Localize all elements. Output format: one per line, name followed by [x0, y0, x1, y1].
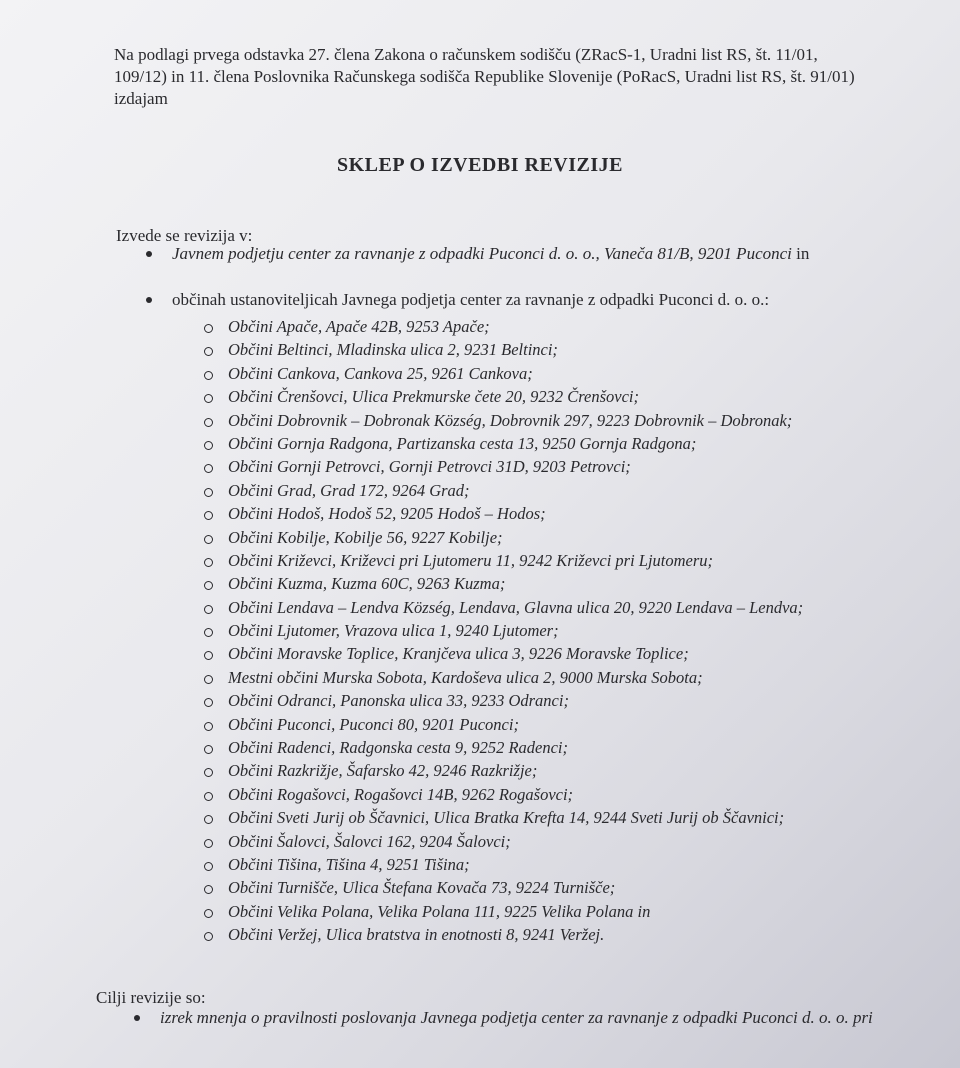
audit-subject-item-municipalities [172, 290, 769, 310]
circle-bullet-icon [204, 371, 213, 380]
municipality-text: Občini Grad, Grad 172, 9264 Grad; [228, 480, 470, 500]
municipality-text: Občini Rogašovci, Rogašovci 14B, 9262 Rogašovci; [228, 784, 574, 804]
municipality-item [228, 737, 803, 760]
circle-bullet-icon [204, 441, 213, 450]
municipality-text: Občini Dobrovnik – Dobronak Község, Dobrovnik 297, 9223 Dobrovnik – Dobronak; [228, 410, 793, 430]
document-title: SKLEP O IZVEDBI REVIZIJE [337, 154, 623, 176]
circle-bullet-icon [204, 535, 213, 544]
circle-bullet-icon [204, 909, 213, 918]
circle-bullet-icon [204, 394, 213, 403]
municipality-item [228, 784, 803, 807]
municipality-text: Občini Turnišče, Ulica Štefana Kovača 73, 9224 Turnišče; [228, 878, 616, 898]
audit-subject-item-company [172, 244, 809, 264]
goals-heading: Cilji revizije so: [96, 988, 206, 1007]
circle-bullet-icon [204, 932, 213, 941]
company-name: Javnem podjetju center za ravnanje z odpadki Puconci d. o. o., Vaneča 81/B, 9201 Puconci [172, 244, 792, 263]
circle-bullet-icon [204, 722, 213, 731]
municipality-item [228, 410, 803, 433]
circle-bullet-icon [204, 347, 213, 356]
circle-bullet-icon [204, 605, 213, 614]
bullet-icon [146, 297, 152, 303]
municipality-item [228, 597, 803, 620]
municipality-text: Mestni občini Murska Sobota, Kardoševa ulica 2, 9000 Murska Sobota; [228, 667, 703, 687]
municipality-item [228, 760, 803, 783]
circle-bullet-icon [204, 511, 213, 520]
preamble-paragraph: Na podlagi prvega odstavka 27. člena Zakona o računskem sodišču (ZRacS-1, Uradni list RS, št. 11/01, 109/12) in 11. člena Poslovnika Računskega sodišča Republike Slovenije (PoRacS, Uradni list RS, št. 91/01) izdajam [114, 45, 855, 108]
municipalities-heading: občinah ustanoviteljicah Javnega podjetja center za ravnanje z odpadki Puconci d. o. o.: [172, 290, 770, 309]
municipality-text: Občini Veržej, Ulica bratstva in enotnosti 8, 9241 Veržej. [228, 925, 605, 945]
municipality-item [228, 690, 803, 713]
municipality-item [228, 316, 803, 339]
municipality-item [228, 620, 803, 643]
circle-bullet-icon [204, 745, 213, 754]
circle-bullet-icon [204, 464, 213, 473]
municipality-item [228, 550, 803, 573]
intro-line: Izvede se revizija v: [116, 226, 253, 245]
municipality-item [228, 456, 803, 479]
municipality-item [228, 854, 803, 877]
municipality-item [228, 643, 803, 666]
municipality-item [228, 573, 803, 596]
municipality-text: Občini Beltinci, Mladinska ulica 2, 9231 Beltinci; [228, 340, 558, 360]
municipality-text: Občini Šalovci, Šalovci 162, 9204 Šalovci; [228, 831, 511, 851]
municipality-item [228, 877, 803, 900]
municipality-item [228, 924, 803, 947]
municipality-item [228, 667, 803, 690]
municipality-text: Občini Gornja Radgona, Partizanska cesta 13, 9250 Gornja Radgona; [228, 433, 697, 453]
municipality-text: Občini Križevci, Križevci pri Ljutomeru 11, 9242 Križevci pri Ljutomeru; [228, 550, 714, 570]
goal-text: izrek mnenja o pravilnosti poslovanja Javnega podjetja center za ravnanje z odpadki Puconci d. o. o. pri [160, 1008, 873, 1027]
municipality-text: Občini Črenšovci, Ulica Prekmurske čete 20, 9232 Črenšovci; [228, 387, 640, 407]
municipality-item [228, 433, 803, 456]
circle-bullet-icon [204, 792, 213, 801]
municipality-item [228, 714, 803, 737]
municipality-item [228, 807, 803, 830]
circle-bullet-icon [204, 628, 213, 637]
municipality-item [228, 339, 803, 362]
circle-bullet-icon [204, 768, 213, 777]
municipality-list [228, 316, 803, 948]
circle-bullet-icon [204, 862, 213, 871]
circle-bullet-icon [204, 324, 213, 333]
circle-bullet-icon [204, 581, 213, 590]
municipality-text: Občini Hodoš, Hodoš 52, 9205 Hodoš – Hodos; [228, 504, 546, 524]
municipality-text: Občini Velika Polana, Velika Polana 111, 9225 Velika Polana in [228, 901, 651, 921]
circle-bullet-icon [204, 418, 213, 427]
municipality-item [228, 480, 803, 503]
company-tail: in [791, 244, 810, 263]
municipality-item [228, 527, 803, 550]
goal-item [160, 1008, 873, 1028]
municipality-text: Občini Moravske Toplice, Kranjčeva ulica 3, 9226 Moravske Toplice; [228, 644, 689, 664]
circle-bullet-icon [204, 675, 213, 684]
municipality-text: Občini Puconci, Puconci 80, 9201 Puconci; [228, 714, 519, 734]
circle-bullet-icon [204, 558, 213, 567]
municipality-item [228, 363, 803, 386]
municipality-text: Občini Gornji Petrovci, Gornji Petrovci 31D, 9203 Petrovci; [228, 457, 631, 477]
circle-bullet-icon [204, 651, 213, 660]
municipality-text: Občini Odranci, Panonska ulica 33, 9233 Odranci; [228, 691, 569, 711]
circle-bullet-icon [204, 815, 213, 824]
municipality-item [228, 901, 803, 924]
municipality-text: Občini Cankova, Cankova 25, 9261 Cankova; [228, 363, 533, 383]
circle-bullet-icon [204, 885, 213, 894]
municipality-text: Občini Lendava – Lendva Község, Lendava, Glavna ulica 20, 9220 Lendava – Lendva; [228, 597, 804, 617]
municipality-text: Občini Radenci, Radgonska cesta 9, 9252 Radenci; [228, 738, 568, 758]
circle-bullet-icon [204, 839, 213, 848]
circle-bullet-icon [204, 698, 213, 707]
circle-bullet-icon [204, 488, 213, 497]
municipality-item [228, 503, 803, 526]
bullet-icon [146, 251, 152, 257]
municipality-text: Občini Razkrižje, Šafarsko 42, 9246 Razkrižje; [228, 761, 538, 781]
bullet-icon [134, 1015, 140, 1021]
municipality-text: Občini Kobilje, Kobilje 56, 9227 Kobilje; [228, 527, 503, 547]
municipality-item [228, 386, 803, 409]
municipality-text: Občini Sveti Jurij ob Ščavnici, Ulica Bratka Krefta 14, 9244 Sveti Jurij ob Ščavnici; [228, 808, 785, 828]
municipality-text: Občini Apače, Apače 42B, 9253 Apače; [228, 317, 490, 336]
municipality-text: Občini Ljutomer, Vrazova ulica 1, 9240 Ljutomer; [228, 621, 559, 641]
municipality-text: Občini Tišina, Tišina 4, 9251 Tišina; [228, 854, 470, 874]
municipality-item [228, 831, 803, 854]
municipality-text: Občini Kuzma, Kuzma 60C, 9263 Kuzma; [228, 574, 506, 594]
